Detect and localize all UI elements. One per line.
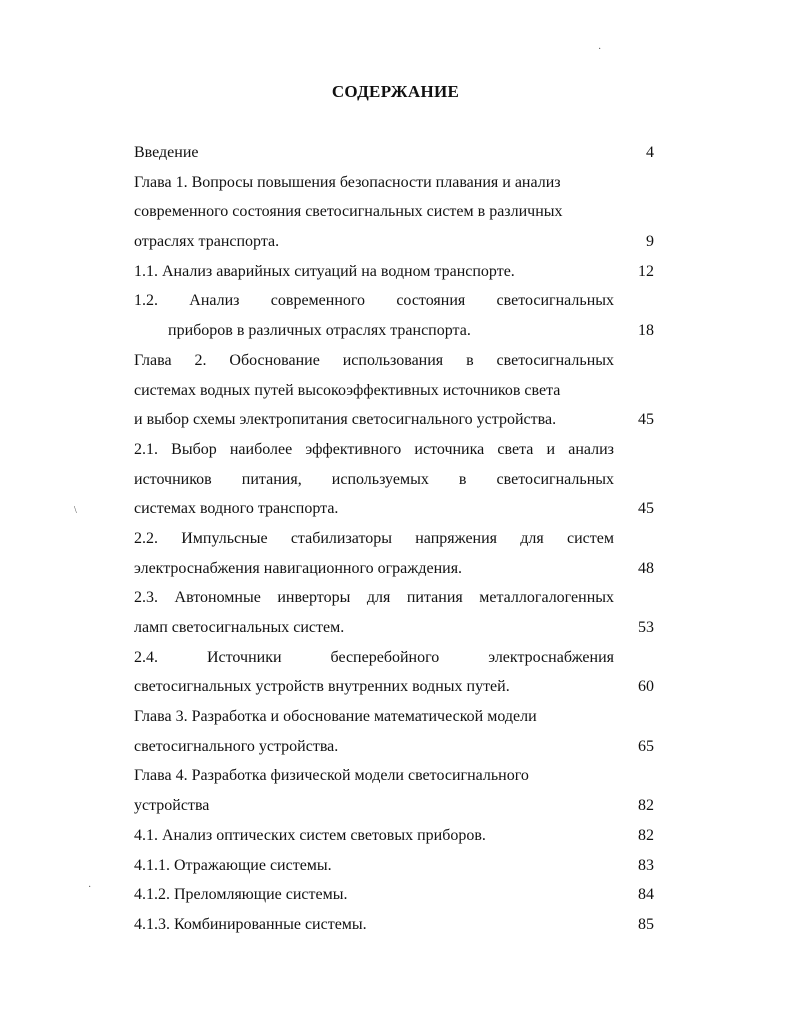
toc-entry-text: приборов в различных отраслях транспорта. — [168, 322, 471, 340]
toc-entry-text: светосигнального устройства. — [134, 737, 339, 755]
toc-entry-page: 45 — [638, 411, 654, 429]
toc-entry — [134, 227, 654, 257]
toc-entry-page: 83 — [638, 856, 654, 874]
toc-entry — [134, 613, 654, 643]
toc-entry-text: Глава 2. Обоснование использования в светосигнальных — [134, 351, 614, 369]
toc-entry-text: системах водных путей высокоэффективных источников света — [134, 381, 561, 399]
toc-entry-text: отраслях транспорта. — [134, 233, 280, 251]
toc-entry — [134, 376, 654, 406]
toc-entry-text: и выбор схемы электропитания светосигнального устройства. — [134, 411, 557, 429]
toc-entry — [134, 702, 654, 732]
toc-entry-page: 84 — [638, 886, 654, 904]
toc-entry-page: 60 — [638, 678, 654, 696]
toc-entry-text: современного состояния светосигнальных систем в различных — [134, 203, 563, 221]
toc-entry — [134, 316, 654, 346]
toc-entry — [134, 643, 654, 673]
toc-entry-text: 4.1.3. Комбинированные системы. — [134, 915, 367, 933]
scan-speck: · — [598, 44, 602, 55]
toc-entry-page: 85 — [638, 915, 654, 933]
toc-entry — [134, 168, 654, 198]
toc-entry — [134, 286, 654, 316]
toc-entry-text: системах водного транспорта. — [134, 500, 339, 518]
toc-entry — [134, 851, 654, 881]
toc-entry — [134, 910, 654, 940]
toc-entry-text: 1.2. Анализ современного состояния светосигнальных — [134, 292, 614, 310]
toc-entry — [134, 732, 654, 762]
toc-entry — [134, 257, 654, 287]
toc-entry-text: светосигнальных устройств внутренних водных путей. — [134, 678, 510, 696]
scan-speck: \ — [74, 505, 77, 516]
toc-entry-page: 4 — [646, 144, 654, 161]
toc-entry-text: 2.4. Источники бесперебойного электроснабжения — [134, 648, 614, 666]
toc-entry-page: 18 — [638, 322, 654, 340]
toc-entry — [134, 583, 654, 613]
toc-entry-text: 2.1. Выбор наиболее эффективного источника света и анализ — [134, 440, 614, 458]
toc-entry-text: Введение — [134, 144, 199, 161]
toc-entry-page: 45 — [638, 500, 654, 518]
toc-entry-page: 82 — [638, 826, 654, 844]
toc-entry — [134, 494, 654, 524]
toc-entry — [134, 791, 654, 821]
toc-entry-page: 12 — [638, 262, 654, 280]
toc-entry — [134, 880, 654, 910]
toc-entry-text: 1.1. Анализ аварийных ситуаций на водном транспорте. — [134, 262, 515, 280]
toc-entry-page: 48 — [638, 559, 654, 577]
toc-entry-page: 82 — [638, 797, 654, 815]
toc-entry — [134, 197, 654, 227]
toc-entry — [134, 672, 654, 702]
toc-entry-text: источников питания, используемых в светосигнальных — [134, 470, 614, 488]
toc-entry-text: 4.1. Анализ оптических систем световых приборов. — [134, 826, 486, 844]
toc-entry — [134, 761, 654, 791]
toc-entry-text: устройства — [134, 797, 210, 815]
toc-entry-text: Глава 3. Разработка и обоснование математической модели — [134, 708, 537, 726]
toc-entry-text: Глава 1. Вопросы повышения безопасности плавания и анализ — [134, 173, 561, 191]
toc-entry-page: 9 — [646, 233, 654, 251]
toc-entry — [134, 138, 654, 168]
toc-entry-text: Глава 4. Разработка физической модели светосигнального — [134, 767, 529, 785]
toc-entry — [134, 405, 654, 435]
scan-speck: · — [88, 882, 92, 893]
toc-entry-page: 65 — [638, 737, 654, 755]
toc-entry-text: 2.2. Импульсные стабилизаторы напряжения для систем — [134, 529, 614, 547]
page-title: СОДЕРЖАНИЕ — [331, 82, 460, 101]
toc-entry — [134, 346, 654, 376]
toc-entry — [134, 554, 654, 584]
table-of-contents — [134, 138, 654, 940]
toc-entry — [134, 524, 654, 554]
toc-entry — [134, 435, 654, 465]
toc-entry — [134, 821, 654, 851]
toc-entry — [134, 465, 654, 495]
toc-entry-text: 4.1.1. Отражающие системы. — [134, 856, 332, 874]
toc-entry-text: 2.3. Автономные инверторы для питания металлогалогенных — [134, 589, 614, 607]
toc-entry-text: электроснабжения навигационного ограждения. — [134, 559, 463, 577]
toc-entry-text: 4.1.2. Преломляющие системы. — [134, 886, 348, 904]
toc-entry-text: ламп светосигнальных систем. — [134, 619, 345, 636]
toc-entry-page: 53 — [638, 619, 654, 636]
